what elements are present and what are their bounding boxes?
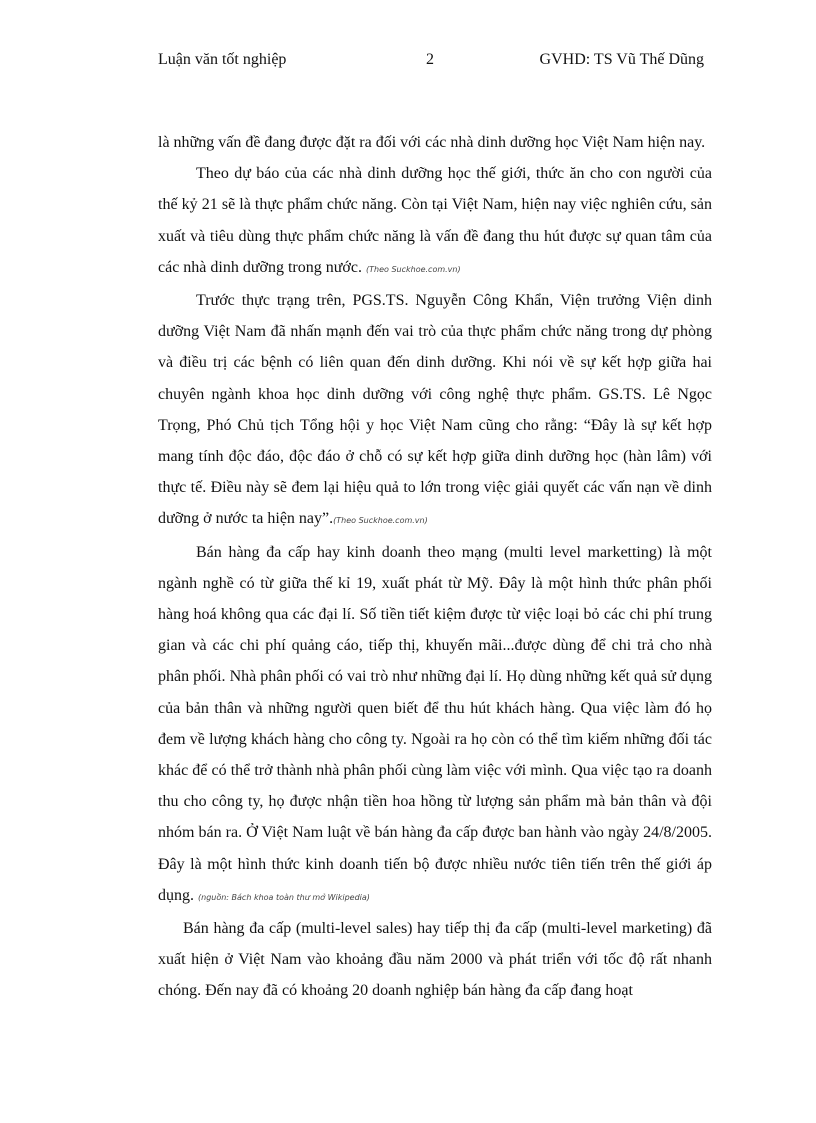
citation: (Theo Suckhoe.com.vn) [333,516,428,526]
paragraph-text: Theo dự báo của các nhà dinh dưỡng học thế giới, thức ăn cho con người của thế kỷ 21 sẽ là thực phẩm chức năng. Còn tại Việt Nam, hiện nay việc nghiên cứu, sản xuất và tiêu dùng thực phẩm chức năng là vấn đề đang thu hút được sự quan tâm của các nhà dinh dưỡng trong nước. [158,165,712,276]
header-advisor: GVHD: TS Vũ Thế Dũng [539,51,704,68]
paragraph-multi-level-marketing [158,537,712,913]
paragraph-text: là những vấn đề đang được đặt ra đối với các nhà dinh dưỡng học Việt Nam hiện nay. [158,134,706,151]
paragraph-mlm-in-vietnam [158,913,712,1007]
header-thesis-title: Luận văn tốt nghiệp [158,51,287,68]
citation: (Theo Suckhoe.com.vn) [366,264,461,274]
page-number: 2 [426,51,434,68]
document-body [158,127,712,1007]
paragraph-text: Bán hàng đa cấp (multi-level sales) hay tiếp thị đa cấp (multi-level marketing) đã xuất hiện ở Việt Nam vào khoảng đầu năm 2000 và phát triển với tốc độ rất nhanh chóng. Đến nay đã có khoảng 20 doanh nghiệp bán hàng đa cấp đang hoạt [158,920,712,1000]
paragraph-text: Trước thực trạng trên, PGS.TS. Nguyễn Công Khẩn, Viện trưởng Viện dinh dưỡng Việt Nam đã nhấn mạnh đến vai trò của thực phẩm chức năng trong dự phòng và điều trị các bệnh có liên quan đến dinh dưỡng. Khi nói về sự kết hợp giữa hai chuyên ngành khoa học dinh dưỡng với công nghệ thực phẩm. GS.TS. Lê Ngọc Trọng, Phó Chủ tịch Tổng hội y học Việt Nam cũng cho rằng: “Đây là sự kết hợp mang tính độc đáo, độc đáo ở chỗ có sự kết hợp giữa dinh dưỡng học (hàn lâm) với thực tế. Điều này sẽ đem lại hiệu quả to lớn trong việc giải quyết các vấn nạn về dinh dưỡng ở nước ta hiện nay”. [158,292,712,528]
page-header [158,48,704,72]
paragraph-expert-opinions [158,285,712,537]
paragraph-functional-food-forecast [158,158,712,285]
citation: (nguồn: Bách khoa toàn thư mở Wikipedia) [198,892,370,902]
paragraph-continuation [158,127,712,158]
paragraph-text: Bán hàng đa cấp hay kinh doanh theo mạng (multi level marketting) là một ngành nghề có từ giữa thế kỉ 19, xuất phát từ Mỹ. Đây là một hình thức phân phối hàng hoá không qua các đại lí. Số tiền tiết kiệm được từ việc loại bỏ các chi phí trung gian và các chi phí quảng cáo, tiếp thị, khuyến mãi...được dùng để chi trả cho nhà phân phối. Nhà phân phối có vai trò như những đại lí. Họ dùng những kết quả sử dụng của bản thân và những người quen biết để thu hút khách hàng. Qua việc làm đó họ đem về lượng khách hàng cho công ty. Ngoài ra họ còn có thể tìm kiếm những đối tác khác để có thể trở thành nhà phân phối cùng làm việc với mình. Qua việc tạo ra doanh thu cho công ty, họ được nhận tiền hoa hồng từ lượng sản phẩm mà bản thân và đội nhóm bán ra. Ở Việt Nam luật về bán hàng đa cấp được ban hành vào ngày 24/8/2005. Đây là một hình thức kinh doanh tiến bộ được nhiều nước tiên tiến trên thế giới áp dụng. [158,543,712,904]
